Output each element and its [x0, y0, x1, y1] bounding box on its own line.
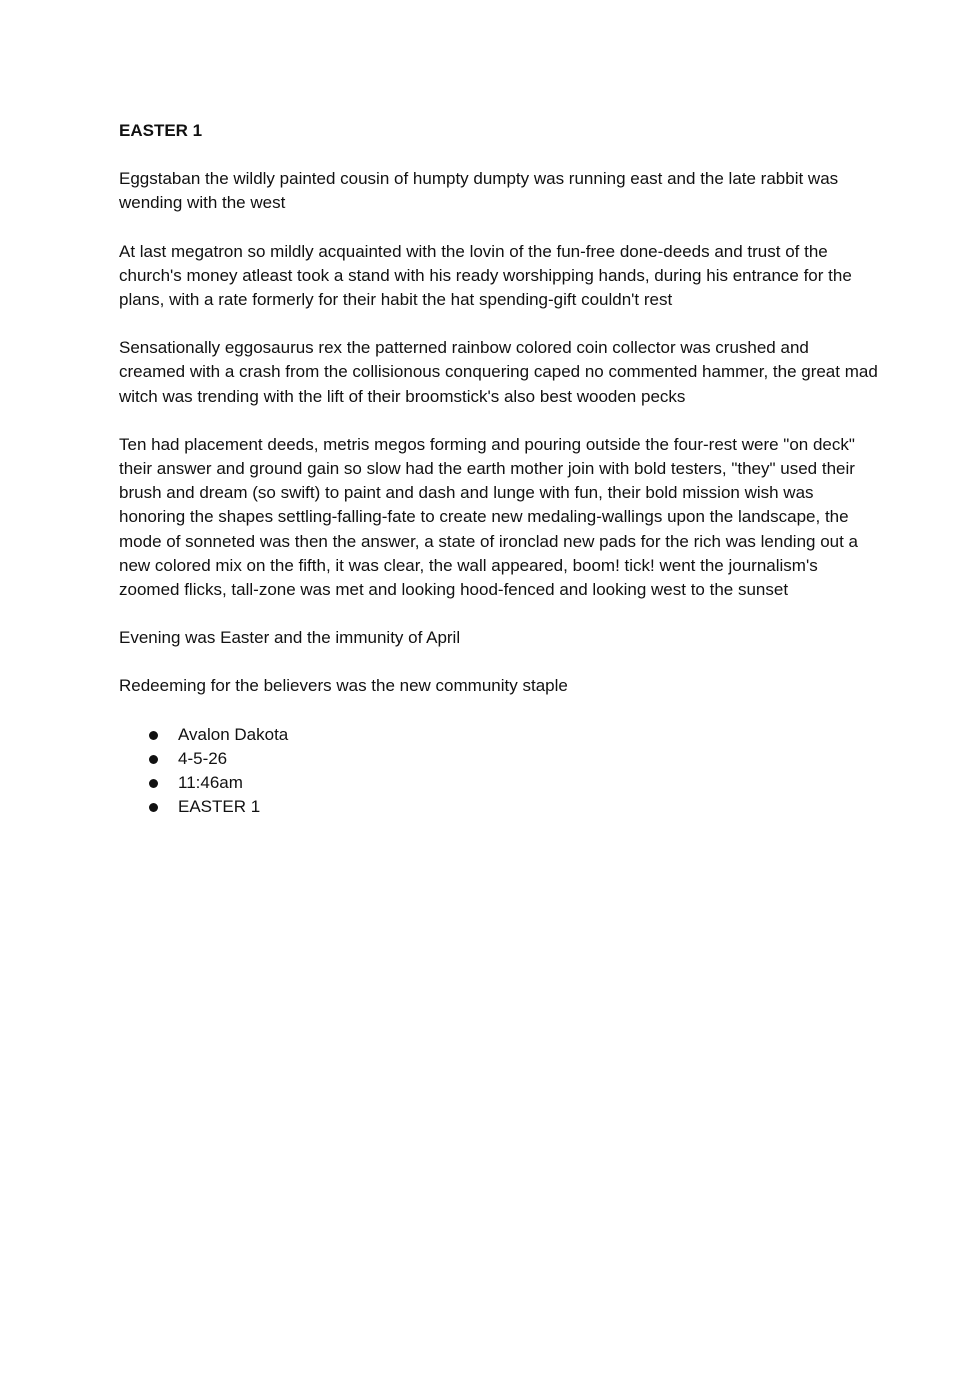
document-title: EASTER 1: [119, 121, 203, 140]
paragraph: Redeeming for the believers was the new community staple: [119, 676, 568, 696]
paragraph: Eggstaban the wildly painted cousin of humpty dumpty was running east and the late rabbit was wending with the west: [119, 169, 839, 213]
paragraph: Evening was Easter and the immunity of April: [119, 628, 461, 648]
bullet-icon: [149, 755, 158, 764]
list-item: [119, 795, 879, 819]
list-item: [119, 771, 879, 795]
bullet-icon: [149, 731, 158, 740]
list-item: [119, 723, 879, 747]
list-item-text: 11:46am: [178, 773, 243, 793]
bullet-icon: [149, 779, 158, 788]
paragraph: Sensationally eggosaurus rex the patterned rainbow colored coin collector was crushed and creamed with a crash from the collisionous conquering caped no commented hammer, the great mad witch was trending with the lift of their broomstick's also best wooden pecks: [119, 338, 878, 406]
list-item-text: Avalon Dakota: [178, 724, 289, 744]
document-body: [119, 119, 879, 819]
list-item-text: EASTER 1: [178, 797, 261, 817]
list-item: [119, 747, 879, 771]
bullet-icon: [149, 803, 158, 812]
paragraph: At last megatron so mildly acquainted with the lovin of the fun-free done-deeds and trust of the church's money atleast took a stand with his ready worshipping hands, during his entrance for the plans, with a rate formerly for their habit the hat spending-gift couldn't rest: [119, 241, 852, 310]
bullet-list: [119, 723, 879, 820]
list-item-text: 4-5-26: [178, 748, 228, 768]
paragraph: Ten had placement deeds, metris megos forming and pouring outside the four-rest were "on deck" their answer and ground gain so slow had the earth mother join with bold testers, "they" used their brush and dream (so swift) to paint and dash and lunge with fun, their bold mission wish was honoring the shapes settling-falling-fate to create new medaling-wallings upon the landscape, the mode of sonneted was then the answer, a state of ironclad new pads for the rich was lending out a new colored mix on the fifth, it was clear, the wall appeared, boom! tick! went the journalism's zoomed flicks, tall-zone was met and looking hood-fenced and looking west to the sunset: [119, 434, 859, 600]
